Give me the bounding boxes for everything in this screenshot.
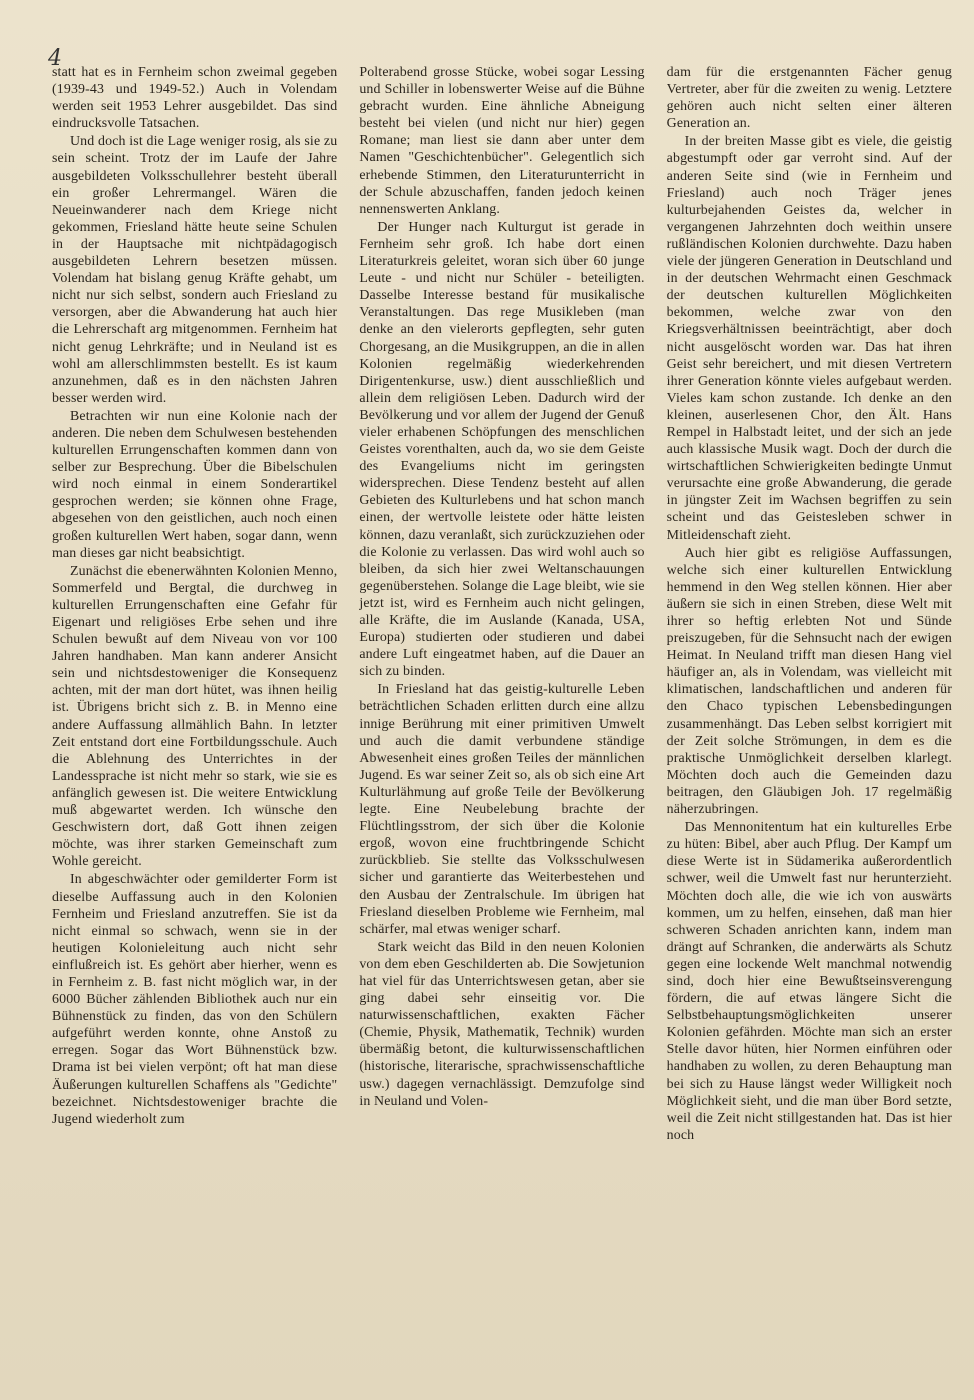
paragraph: Der Hunger nach Kulturgut ist gerade in Fernheim sehr groß. Ich habe dort einen Literaturkreis geleitet, woran sich über 60 junge Leute - und nicht nur Schüler - beteiligten. Dasselbe Interesse bestand für musikalische Veranstaltungen. Das rege Musikleben (man denke an den vielerorts gepflegten, sehr guten Chorgesang, an die Musikgruppen, an die in allen Kolonien regelmäßig wiederkehrenden Dirigentenkurse, usw.) dient ausschließlich und allein dem religiösen Leben. Dadurch wird der Bevölkerung und vor allem der Jugend der Genuß vieler erhabenen Schöpfungen des menschlichen Geistes vorenthalten, auch da, wo sie dem Geiste des Evangeliums nicht im geringsten widersprechen. Diese Tendenz besteht auf allen Gebieten des Kulturlebens und hat schon manch einen, der wertvolle leistete oder hätte leisten können, dazu veranlaßt, sich zurückzuziehen oder die Kolonie zu verlassen. Das wird wohl auch so bleiben, da sich hier zwei Weltanschauungen gegenüberstehen. Solange die Lage bleibt, wie sie jetzt ist, wird es Fernheim auch nicht gelingen, alle Kräfte, die im Auslande (Kanada, USA, Europa) studierten oder studieren und dabei andere Luft eingeatmet haben, auf die Dauer an sich zu binden. <box>359 219 645 680</box>
paragraph: dam für die erstgenannten Fächer genug Vertreter, aber für die zweiten zu wenig. Letztere gehören auch nicht selten einer älteren Generation an. <box>666 65 952 132</box>
page-number: 4 <box>48 46 62 71</box>
paragraph: Und doch ist die Lage weniger rosig, als sie zu sein scheint. Trotz der im Laufe der Jahre ausgebildeten Volksschullehrer besteht überall ein großer Lehrermangel. Wären die Neueinwanderer nach dem Kriege nicht gekommen, Friesland hätte heute seine Schulen in der Hauptsache mit nichtpädagogisch ausgebildeten Lehrern besetzen müssen. Volendam hat bislang genug Kräfte gehabt, um nicht nur sich selbst, sondern auch Friesland zu versorgen, aber die Abwanderung hat auch hier die Lehrerschaft arg mitgenommen. Fernheim hat nicht genug Lehrkräfte; und in Neuland ist es wohl am allerschlimmsten bestellt. Es ist kaum anzunehmen, daß es in den nächsten Jahren besser werden wird. <box>52 134 338 406</box>
column-left <box>52 64 337 1394</box>
paragraph: In der breiten Masse gibt es viele, die geistig abgestumpft oder gar verroht sind. Auf der anderen Seite sind (wie in Fernheim und Friesland) auch noch Träger jenes kulturbejahenden Geistes da, welcher in vergangenen Jahrzehnten doch weithin unsere rußländischen Kolonien durchwehte. Dazu haben viele der jüngeren Generation in Deutschland und in der deutschen Wehrmacht einen Geschmack der deutschen kulturellen Möglichkeiten bekommen, welche zwar von den Kriegsverhältnissen beeinträchtigt, aber doch nicht ausgelöscht worden war. Das hat ihren Geist sehr bereichert, und mit diesen Vertretern ihrer Generation könnte vieles aufgebaut werden. Vieles kam schon zustande. Ich denke an den kleinen, auserlesenen Chor, den Ält. Hans Rempel in Halbstadt leitet, und der sich an jede auch klassische Musik wagt. Doch der durch die wirtschaftlichen Schwierigkeiten bedingte Unmut verursachte eine große Abwanderung, die gerade in jüngster Zeit im Wachsen begriffen zu sein scheint und das Geistesleben schwer in Mitleidenschaft zieht. <box>666 134 952 543</box>
paragraph: statt hat es in Fernheim schon zweimal gegeben (1939-43 und 1949-52.) Auch in Volendam werden seit 1953 Lehrer ausgebildet. Das sind eindrucksvolle Tatsachen. <box>52 65 338 132</box>
text-columns <box>52 64 952 1394</box>
paragraph: Betrachten wir nun eine Kolonie nach der anderen. Die neben dem Schulwesen bestehenden kulturellen Errungenschaften kommen dann von selber zur Besprechung. Über die Bibelschulen wird noch einmal in einem Sonderartikel gesprochen werden; sie können ohne Frage, abgesehen von den geistlichen, auch noch einen großen kulturellen Wert haben, sogar dann, wenn man dieses gar nicht beabsichtigt. <box>52 408 338 561</box>
paragraph: Stark weicht das Bild in den neuen Kolonien von dem eben Geschilderten ab. Die Sowjetunion hat viel für das Unterrichtswesen getan, aber sie ging dabei sehr einseitig vor. Die naturwissenschaftlichen, exakten Fächer (Chemie, Physik, Mathematik, Technik) wurden übermäßig betont, die kulturwissenschaftlichen (historische, literarische, sprachwissenschaftliche usw.) dagegen vernachlässigt. Demzufolge sind in Neuland und Volen- <box>359 939 645 1109</box>
column-right <box>667 64 952 1394</box>
paragraph: Zunächst die ebenerwähnten Kolonien Menno, Sommerfeld und Bergtal, die durchweg in kulturellen Errungenschaften eine Gefahr für Eigenart und religiöses Erbe sehen und ihre Schulen bewußt auf dem Niveau von vor 100 Jahren handhaben. Man kann anderer Ansicht sein und nichtsdestoweniger die Konsequenz achten, mit der man dort hütet, was ihnen heilig ist. Übrigens bricht sich z. B. in Menno eine andere Auffassung allmählich Bahn. In letzter Zeit entstand dort eine Fortbildungsschule. Auch die Ablehnung des Unterrichtes in der Landessprache ist nicht mehr so stark, wie sie es anfänglich gewesen ist. Die weitere Entwicklung muß abgewartet werden. Ich wünsche den Geschwistern dort, daß Gott ihnen zeigen möchte, was ihrer starken Gemeinschaft zum Wohle gereicht. <box>52 563 338 870</box>
paragraph: Auch hier gibt es religiöse Auffassungen, welche sich einer kulturellen Entwicklung hemmend in den Weg stellen können. Hier aber äußern sie sich in einen Streben, diese Welt mit ihrer so heftig erlebten Not und Sünde preiszugeben, für die Sehnsucht nach der ewigen Heimat. In Neuland trifft man diesen Hang viel häufiger an, als in Volendam, was vielleicht mit klimatischen, landschaftlichen und anderen für den Chaco typischen Lebensbedingungen zusammenhängt. Das Leben selbst korrigiert mit der Zeit solche Strömungen, in dem es die praktische Unmöglichkeit derselben klarlegt. Möchten doch auch die Gemeinden dazu beitragen, den Gläubigen Joh. 17 regelmäßig näherzubringen. <box>666 545 952 818</box>
paragraph: Das Mennonitentum hat ein kulturelles Erbe zu hüten: Bibel, aber auch Pflug. Der Kampf um diese Werte ist in Südamerika außerordentlich schwer, weil die Umwelt fast nur herunterzieht. Möchten doch alle, die wie ich von auswärts kommen, um zu helfen, einsehen, daß man hier schweren Schaden anrichten kann, indem man drängt auf Schranken, die anderwärts als Schutz gegen eine lockende Welt manchmal notwendig sind, doch hier eine Bewußtseinsverengung fördern, die auf etwas längere Sicht die Selbstbehauptungsmöglichkeiten unserer Kolonien gefährden. Möchte man sich an erster Stelle davor hüten, hier Normen einführen oder handhaben zu wollen, zu deren Behauptung man bei sich zu Hause längst weder Willigkeit noch Möglichkeit sieht, und die man über Bord setzte, weil die Zeit nicht stillgestanden hat. Das ist hier noch <box>666 820 952 1143</box>
column-middle <box>359 64 644 1394</box>
paragraph: Polterabend grosse Stücke, wobei sogar Lessing und Schiller in lobenswerter Weise auf die Bühne gebracht wurden. Eine ähnliche Abneigung besteht bei vielen (und nicht nur hier) gegen Romane; man liest sie dann aber unter dem Namen "Geschichtenbücher". Gelegentlich sich erhebende Stimmen, den Literaturunterricht in der Schule abzuschaffen, fanden jedoch keinen nennenswerten Anklang. <box>359 65 645 217</box>
paragraph: In abgeschwächter oder gemilderter Form ist dieselbe Auffassung auch in den Kolonien Fernheim und Friesland anzutreffen. Sie ist da nicht einmal so schwach, wenn sie in der heutigen Kolonieleitung auch nicht sehr einflußreich ist. Es gehört aber hierher, wenn es in Fernheim z. B. fast nicht möglich war, in der 6000 Bücher zählenden Bibliothek auch nur ein Bühnenstück zu finden, das von den Schülern aufgeführt werden konnte, ohne Anstoß zu erregen. Sogar das Wort Bühnenstück bzw. Drama ist bei vielen verpönt; oft hat man diese Äußerungen kulturellen Schaffens als "Gedichte" bezeichnet. Nichtsdestoweniger brachte die Jugend wiederholt zum <box>52 872 338 1127</box>
paragraph: In Friesland hat das geistig-kulturelle Leben beträchtlichen Schaden erlitten durch eine allzu innige Berührung mit einer primitiven Umwelt und auch die damit verbundene ständige Abwesenheit eines großen Teiles der männlichen Jugend. Es war seiner Zeit so, als ob sich eine Art Kulturlähmung auf große Teile der Bevölkerung legte. Eine Neubelebung brachte der Flüchtlingsstrom, der sich über die Kolonie ergoß, wovon eine fruchtbringende Schicht zurückblieb. Sie stellte das Volksschulwesen sicher und garantierte das Weiterbestehen und den Ausbau der Zentralschule. Im übrigen hat Friesland dieselben Probleme wie Fernheim, mal schärfer, mal etwas weniger scharf. <box>359 682 645 937</box>
